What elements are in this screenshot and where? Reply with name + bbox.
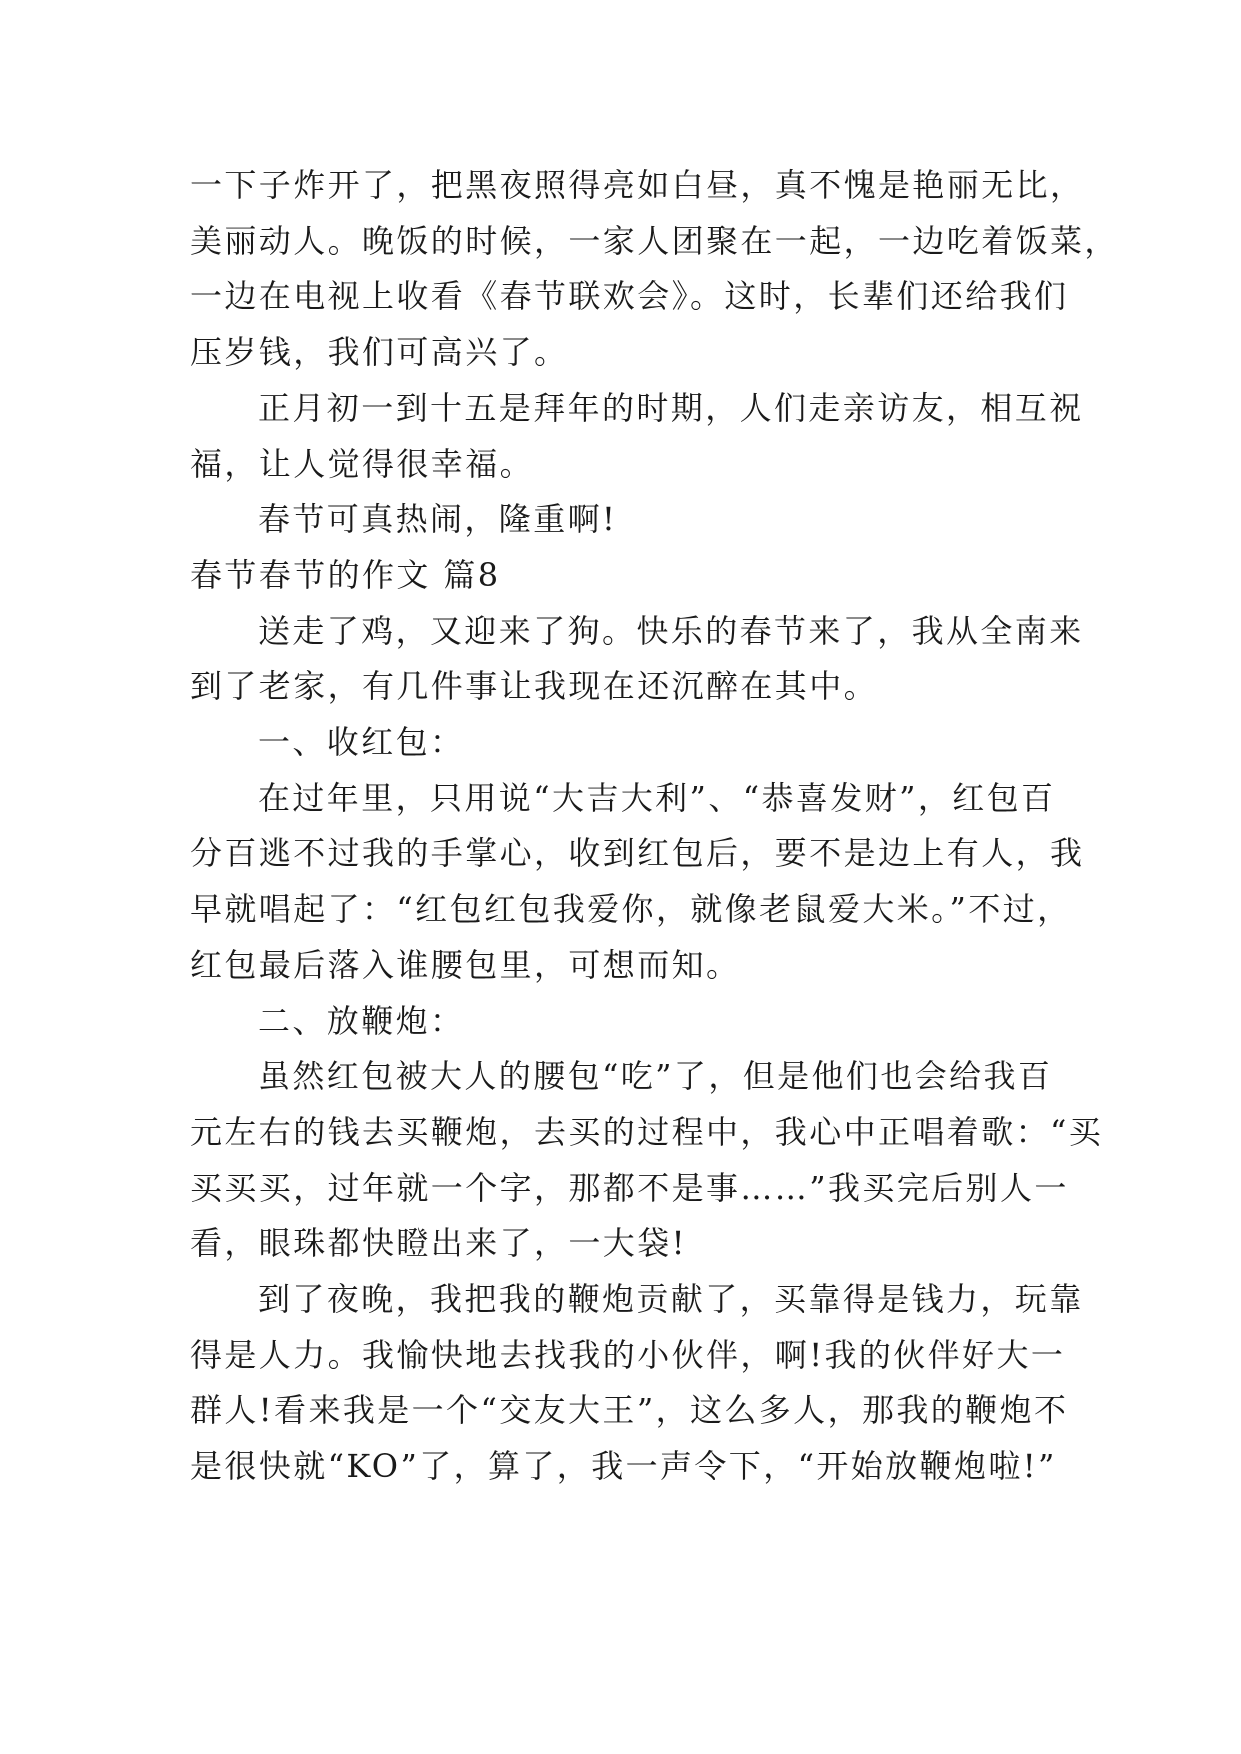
line-text: 红包最后落入谁腰包里，可想而知。 bbox=[190, 945, 741, 984]
text-line bbox=[190, 994, 1070, 1050]
line-text: 买买买，过年就一个字，那都不是事……”我买完后别人一 bbox=[190, 1168, 1069, 1207]
line-text: 看，眼珠都快瞪出来了，一大袋! bbox=[190, 1224, 687, 1263]
line-text: 元左右的钱去买鞭炮，去买的过程中，我心中正唱着歌：“买 bbox=[190, 1112, 1104, 1151]
text-line bbox=[190, 381, 1084, 437]
text-line bbox=[190, 659, 1070, 715]
line-text: 到了夜晚，我把我的鞭炮贡献了，买靠得是钱力，玩靠 bbox=[258, 1280, 1084, 1319]
line-text: 群人!看来我是一个“交友大王”，这么多人，那我的鞭炮不 bbox=[190, 1391, 1069, 1430]
line-text: 春节春节的作文 篇8 bbox=[190, 555, 501, 594]
line-text: 福，让人觉得很幸福。 bbox=[190, 444, 535, 483]
text-line bbox=[190, 158, 1085, 214]
text-line bbox=[190, 1383, 1070, 1439]
line-text: 正月初一到十五是拜年的时期，人们走亲访友，相互祝 bbox=[258, 388, 1084, 427]
line-text: 一、收红包： bbox=[258, 723, 465, 762]
text-line bbox=[190, 826, 1085, 882]
document-body bbox=[190, 158, 1119, 1495]
line-text: 一边在电视上收看《春节联欢会》。这时，长辈们还给我们 bbox=[190, 277, 1069, 316]
text-line bbox=[190, 269, 1070, 325]
text-line bbox=[190, 1272, 1084, 1328]
line-text: 二、放鞭炮： bbox=[258, 1001, 465, 1040]
line-text: 早就唱起了：“红包红包我爱你，就像老鼠爱大米。”不过， bbox=[190, 890, 1072, 929]
text-line bbox=[190, 771, 1070, 827]
line-text: 虽然红包被大人的腰包“吃”了，但是他们也会给我百 bbox=[258, 1057, 1053, 1096]
line-text: 春节可真热闹，隆重啊! bbox=[258, 500, 618, 539]
line-text: 分百逃不过我的手掌心，收到红包后，要不是边上有人，我 bbox=[190, 834, 1085, 873]
text-line bbox=[190, 938, 1070, 994]
line-text: 得是人力。我愉快地去找我的小伙伴，啊!我的伙伴好大一 bbox=[190, 1335, 1066, 1374]
text-line bbox=[190, 1105, 1104, 1161]
text-line bbox=[190, 492, 1070, 548]
line-text: 到了老家，有几件事让我现在还沉醉在其中。 bbox=[190, 667, 879, 706]
section-heading bbox=[190, 548, 1070, 604]
text-line bbox=[190, 882, 1070, 938]
text-line bbox=[190, 715, 1070, 771]
line-text: 是很快就“KO”了，算了，我一声令下，“开始放鞭炮啦!” bbox=[190, 1447, 1057, 1486]
line-text: 压岁钱，我们可高兴了。 bbox=[190, 333, 569, 372]
text-line bbox=[190, 1439, 1070, 1495]
line-text: 在过年里，只用说“大吉大利”、“恭喜发财”，红包百 bbox=[258, 778, 1056, 817]
line-text: 一下子炸开了，把黑夜照得亮如白昼，真不愧是艳丽无比， bbox=[190, 166, 1085, 204]
text-line bbox=[190, 437, 1070, 493]
text-line bbox=[190, 1161, 1070, 1217]
line-text: 美丽动人。晚饭的时候，一家人团聚在一起，一边吃着饭菜， bbox=[190, 221, 1119, 260]
text-line bbox=[190, 1216, 1070, 1272]
text-line bbox=[190, 1049, 1070, 1105]
line-text: 送走了鸡，又迎来了狗。快乐的春节来了，我从全南来 bbox=[258, 611, 1084, 650]
text-line bbox=[190, 1328, 1070, 1384]
text-line bbox=[190, 214, 1119, 270]
text-line bbox=[190, 325, 1070, 381]
text-line bbox=[190, 604, 1084, 660]
